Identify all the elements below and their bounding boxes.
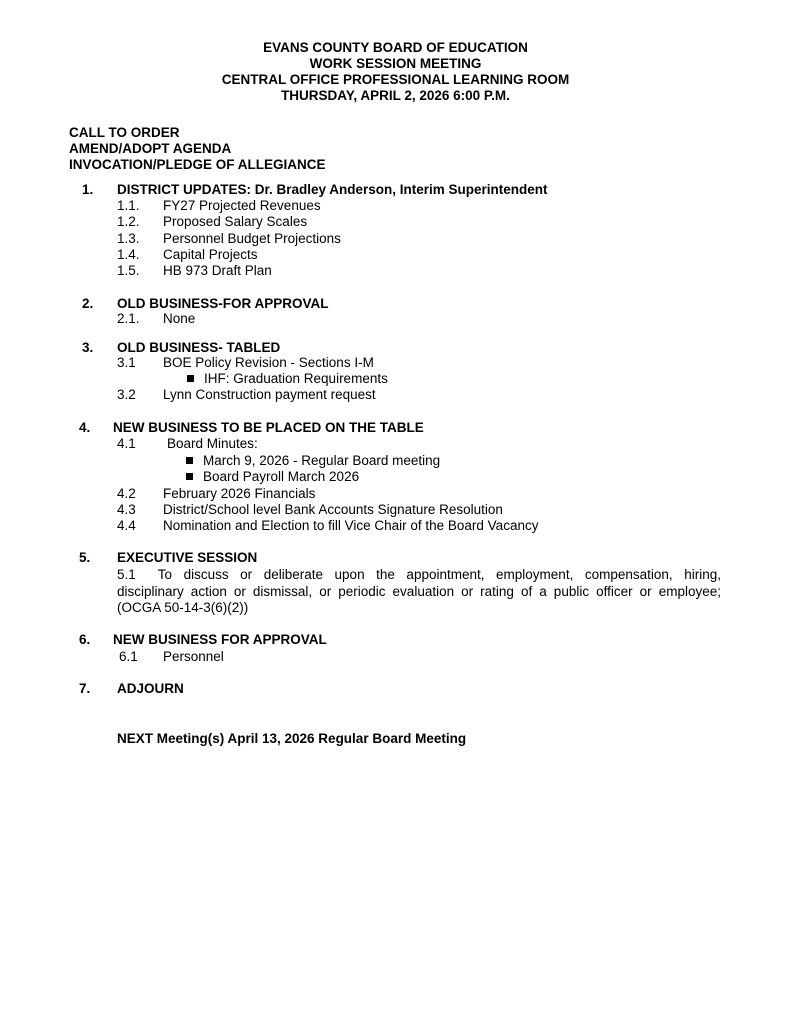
agenda-item: FY27 Projected Revenues [163,198,321,213]
sub-item-label: Board Payroll March 2026 [203,469,360,484]
section-1-number: 1. [82,182,94,197]
agenda-item: Proposed Salary Scales [163,214,308,229]
agenda-item: Board Minutes: [167,436,258,451]
section-5-title: EXECUTIVE SESSION [117,550,258,565]
item-number: 5.1 [117,567,136,582]
agenda-item: District/School level Bank Accounts Signature Resolution [163,502,503,517]
section-2-title: OLD BUSINESS-FOR APPROVAL [117,296,329,311]
header-line-2: WORK SESSION MEETING [309,56,482,71]
invocation: INVOCATION/PLEDGE OF ALLEGIANCE [69,157,326,172]
section-6-number: 6. [79,632,91,647]
agenda-item: Capital Projects [163,247,258,262]
next-meeting: NEXT Meeting(s) April 13, 2026 Regular Board Meeting [117,731,467,746]
item-number: 1.4. [117,247,140,262]
agenda-item: To discuss or deliberate upon the appointment, employment, compensation, hiring, disciplinary action or dismissal, or periodic evaluation or rating of a public officer or employee; (OCGA 50-14-3(6)(2)) [117,567,721,615]
header-line-3: CENTRAL OFFICE PROFESSIONAL LEARNING ROOM [221,72,570,87]
section-6-title: NEW BUSINESS FOR APPROVAL [113,632,327,647]
section-4-number: 4. [79,420,91,435]
item-number: 6.1 [119,649,138,664]
section-2-number: 2. [82,296,94,311]
agenda-item: Lynn Construction payment request [163,387,376,402]
section-3-number: 3. [82,340,94,355]
square-bullet-icon [187,375,194,382]
agenda-item: February 2026 Financials [163,486,316,501]
item-number: 2.1. [117,311,140,326]
item-number: 1.2. [117,214,140,229]
section-7-title: ADJOURN [117,681,184,696]
header-line-1: EVANS COUNTY BOARD OF EDUCATION [263,40,528,55]
executive-session-item [117,567,721,617]
section-1-title: DISTRICT UPDATES: Dr. Bradley Anderson, Interim Superintendent [117,182,548,197]
sub-item-label: IHF: Graduation Requirements [204,371,388,386]
square-bullet-icon [186,473,193,480]
item-number: 1.3. [117,231,140,246]
section-7-number: 7. [79,681,91,696]
call-to-order: CALL TO ORDER [69,125,180,140]
item-number: 4.2 [117,486,136,501]
item-number: 3.1 [117,355,136,370]
item-number: 1.1. [117,198,140,213]
sub-item [187,371,388,387]
amend-agenda: AMEND/ADOPT AGENDA [69,141,232,156]
section-3-title: OLD BUSINESS- TABLED [117,340,281,355]
section-5-number: 5. [79,550,91,565]
agenda-item: Nomination and Election to fill Vice Chair of the Board Vacancy [163,518,539,533]
header-line-4: THURSDAY, APRIL 2, 2026 6:00 P.M. [281,88,510,103]
sub-item [186,453,440,469]
item-number: 3.2 [117,387,136,402]
square-bullet-icon [186,457,193,464]
item-number: 1.5. [117,263,140,278]
agenda-item: Personnel Budget Projections [163,231,341,246]
agenda-item: None [163,311,196,326]
item-number: 4.4 [117,518,136,533]
sub-item-label: March 9, 2026 - Regular Board meeting [203,453,441,468]
agenda-item: Personnel [163,649,224,664]
item-number: 4.1 [117,436,136,451]
section-4-title: NEW BUSINESS TO BE PLACED ON THE TABLE [113,420,424,435]
item-number: 4.3 [117,502,136,517]
agenda-item: BOE Policy Revision - Sections I-M [163,355,374,370]
agenda-item: HB 973 Draft Plan [163,263,272,278]
sub-item [186,469,359,485]
